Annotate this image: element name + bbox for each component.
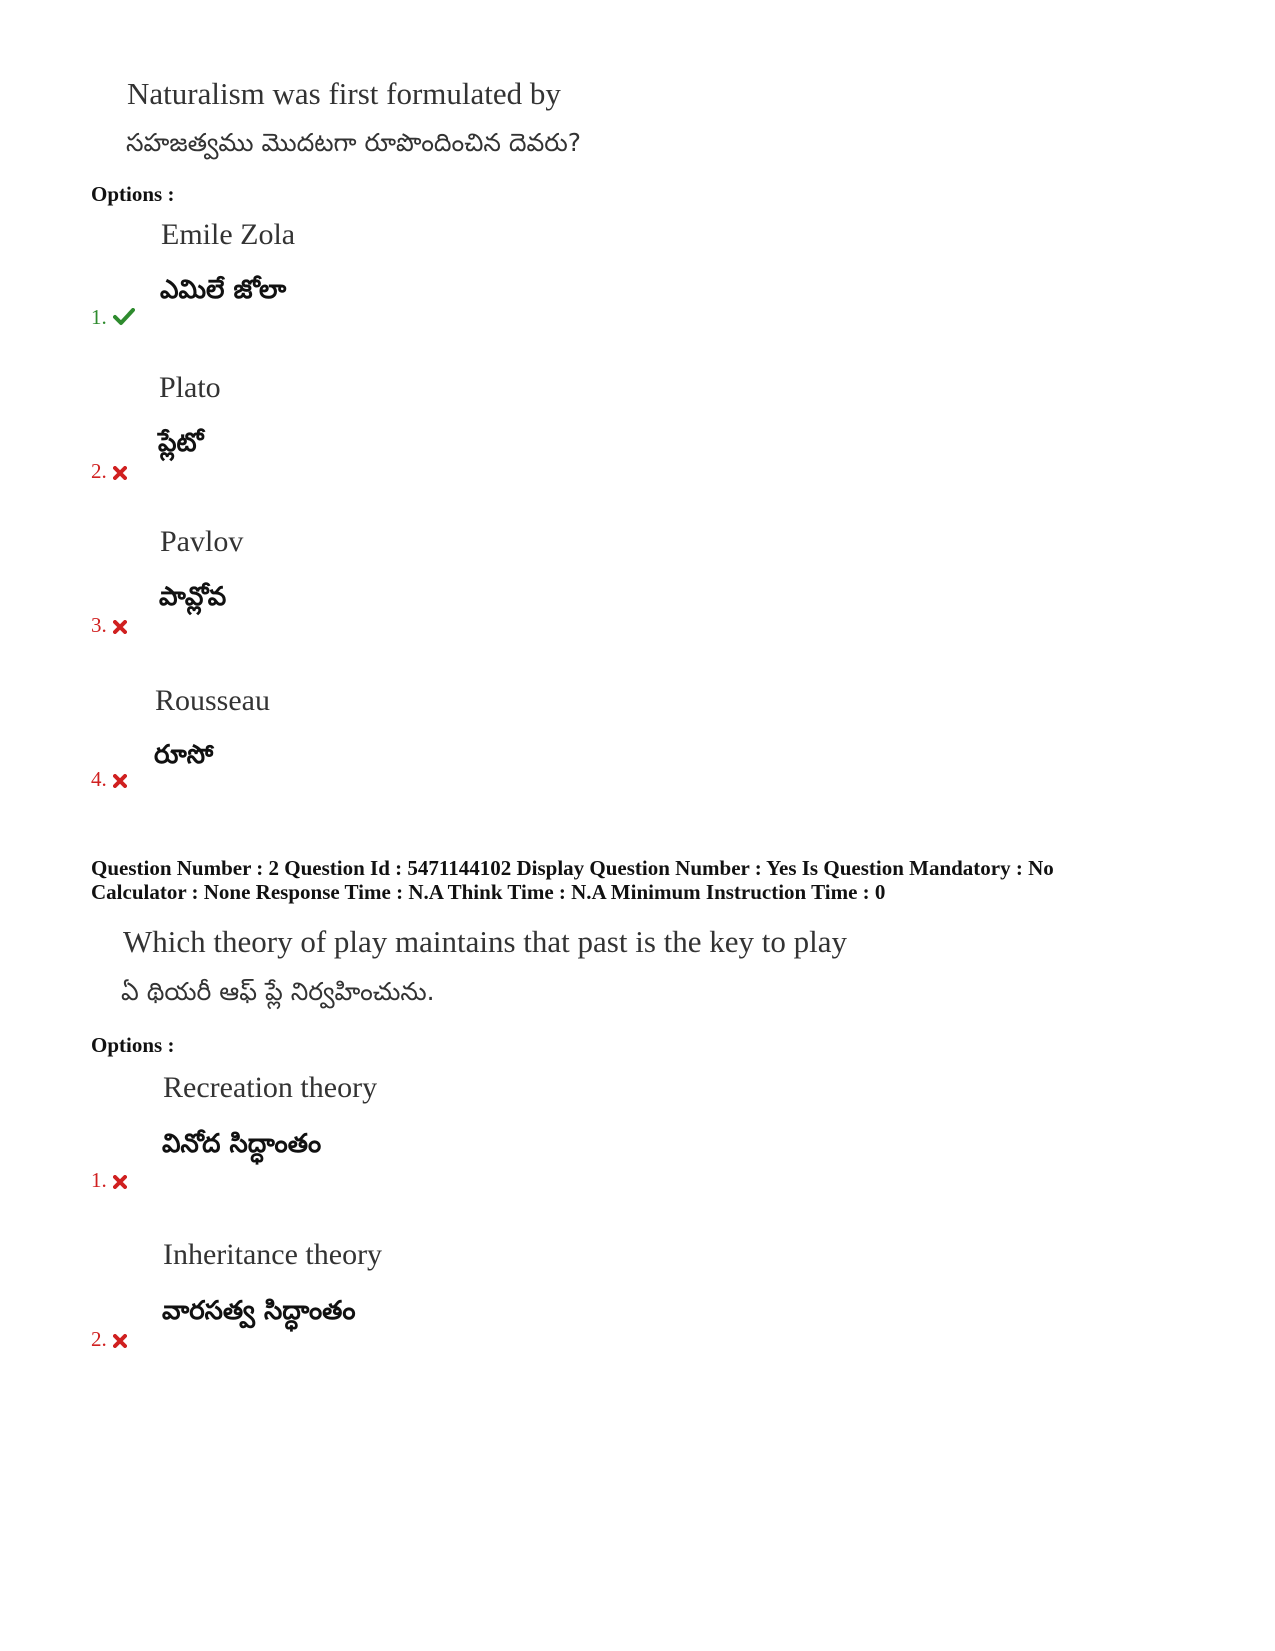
check-icon (113, 307, 135, 332)
option-number: 3. (91, 613, 107, 637)
q2-option-1-te: వినోద సిద్ధాంతం (162, 1129, 322, 1159)
q2-option-2-number (91, 1327, 127, 1354)
q1-option-4-number (91, 767, 127, 794)
q2-option-2-te: వారసత్వ సిద్ధాంతం (162, 1296, 356, 1326)
question-1-text-te: సహజత్వము మొదటగా రూపొందించిన దెవరు? (126, 128, 582, 157)
option-number: 2. (91, 459, 107, 483)
q1-option-2-number (91, 459, 127, 486)
cross-icon (113, 1329, 127, 1354)
q1-option-1-te: ఎమిలే జోలా (160, 275, 287, 305)
question-2-options-label: Options : (91, 1033, 175, 1057)
cross-icon (113, 461, 127, 486)
question-1-options-label: Options : (91, 182, 175, 206)
option-number: 1. (91, 305, 107, 329)
q1-option-3-en: Pavlov (160, 525, 244, 558)
question-1-text-en: Naturalism was first formulated by (127, 76, 561, 111)
option-number: 2. (91, 1327, 107, 1351)
q1-option-4-en: Rousseau (155, 684, 270, 717)
q1-option-3-number (91, 613, 127, 640)
q2-option-1-number (91, 1168, 127, 1195)
q1-option-4-te: రూసో (154, 740, 214, 770)
question-2-meta-line-2: Calculator : None Response Time : N.A Think Time : N.A Minimum Instruction Time : 0 (91, 880, 886, 904)
q1-option-2-en: Plato (159, 371, 221, 404)
question-2-text-te: ఏ థియరీ ఆఫ్ ప్లే నిర్వహించును. (121, 977, 435, 1006)
q2-option-2-en: Inheritance theory (163, 1238, 383, 1271)
question-2-meta-line-1: Question Number : 2 Question Id : 5471144102 Display Question Number : Yes Is Question Mandatory : No (91, 856, 1054, 880)
q1-option-2-te: ప్లేటో (158, 428, 204, 458)
option-number: 4. (91, 767, 107, 791)
option-number: 1. (91, 1168, 107, 1192)
q2-option-1-en: Recreation theory (163, 1071, 378, 1104)
cross-icon (113, 1170, 127, 1195)
cross-icon (113, 769, 127, 794)
question-2-text-en: Which theory of play maintains that past is the key to play (123, 924, 848, 959)
cross-icon (113, 615, 127, 640)
q1-option-1-en: Emile Zola (161, 218, 296, 251)
q1-option-1-number (91, 305, 135, 332)
q1-option-3-te: పావ్లోవ (159, 582, 227, 612)
